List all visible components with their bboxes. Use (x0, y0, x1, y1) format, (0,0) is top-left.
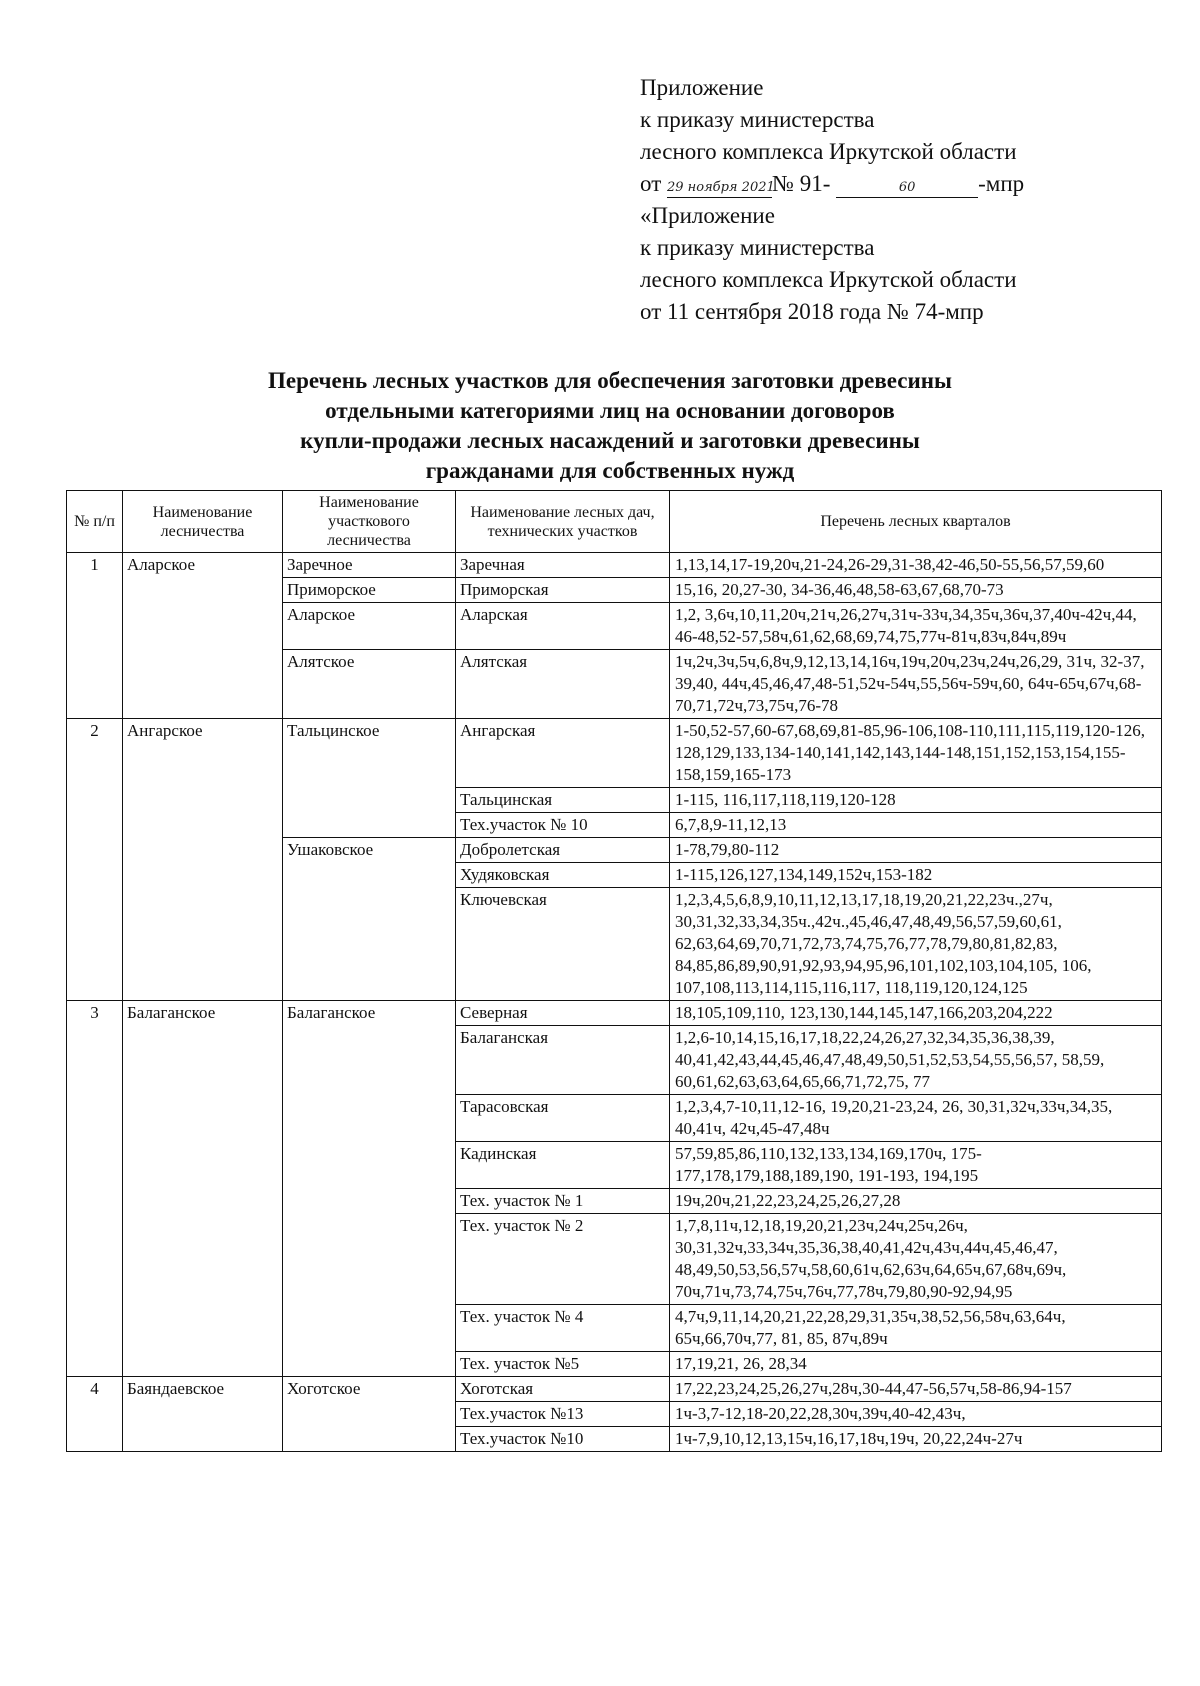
cell-quarters: 57,59,85,86,110,132,133,134,169,170ч, 175-177,178,179,188,189,190, 191-193, 194,195 (670, 1142, 1162, 1189)
cell-num: 4 (67, 1377, 123, 1452)
cell-dacha: Алятская (456, 650, 670, 719)
cell-forestry: Баяндаевское (123, 1377, 283, 1452)
cell-dacha: Заречная (456, 553, 670, 578)
table-row (67, 1001, 1162, 1026)
header-line: от 11 сентября 2018 года № 74-мпр (640, 299, 984, 324)
cell-quarters: 1ч,2ч,3ч,5ч,6,8ч,9,12,13,14,16ч,19ч,20ч,23ч,24ч,26,29, 31ч, 32-37, 39,40, 44ч,45,46,47,48-51,52ч-54ч,55,56ч-59ч,60, 64ч-65ч,67ч,68-70,71,72ч,73,75ч,76-78 (670, 650, 1162, 719)
cell-dacha: Худяковская (456, 863, 670, 888)
cell-dacha: Тех.участок №13 (456, 1402, 670, 1427)
table-row (67, 553, 1162, 578)
cell-quarters: 1,7,8,11ч,12,18,19,20,21,23ч,24ч,25ч,26ч, 30,31,32ч,33,34ч,35,36,38,40,41,42ч,43ч,44ч,45,46,47, 48,49,50,53,56,57ч,58,60,61ч,62,63ч,64,65ч,67,68ч,69ч, 70ч,71ч,73,74,75ч,76ч,77,78ч,79,80,90-92,94,95 (670, 1214, 1162, 1305)
cell-quarters: 1,2,3,4,7-10,11,12-16, 19,20,21-23,24, 26, 30,31,32ч,33ч,34,35, 40,41ч, 42ч,45-47,48ч (670, 1095, 1162, 1142)
cell-dacha: Северная (456, 1001, 670, 1026)
cell-dacha: Тех. участок № 2 (456, 1214, 670, 1305)
cell-quarters: 1,2,6-10,14,15,16,17,18,22,24,26,27,32,34,35,36,38,39, 40,41,42,43,44,45,46,47,48,49,50,51,52,53,54,55,56,57, 58,59, 60,61,62,63,63,64,65,66,71,72,75, 77 (670, 1026, 1162, 1095)
cell-quarters: 1ч-7,9,10,12,13,15ч,16,17,18ч,19ч, 20,22,24ч-27ч (670, 1427, 1162, 1452)
cell-forestry: Аларское (123, 553, 283, 719)
cell-quarters: 1-115, 116,117,118,119,120-128 (670, 788, 1162, 813)
table-row (67, 1377, 1162, 1402)
title-line: купли-продажи лесных насаждений и заготовки древесины (300, 428, 920, 453)
cell-district: Аларское (283, 603, 456, 650)
title-line: Перечень лесных участков для обеспечения заготовки древесины (268, 368, 952, 393)
forest-plots-table (66, 490, 1162, 1452)
cell-district: Алятское (283, 650, 456, 719)
header-order-prefix: от (640, 171, 662, 196)
cell-quarters: 17,19,21, 26, 28,34 (670, 1352, 1162, 1377)
cell-dacha: Балаганская (456, 1026, 670, 1095)
cell-quarters: 19ч,20ч,21,22,23,24,25,26,27,28 (670, 1189, 1162, 1214)
cell-dacha: Тех. участок № 1 (456, 1189, 670, 1214)
cell-quarters: 15,16, 20,27-30, 34-36,46,48,58-63,67,68,70-73 (670, 578, 1162, 603)
cell-quarters: 1,13,14,17-19,20ч,21-24,26-29,31-38,42-46,50-55,56,57,59,60 (670, 553, 1162, 578)
header-line: к приказу министерства (640, 107, 875, 132)
cell-num: 2 (67, 719, 123, 1001)
cell-dacha: Тех.участок № 10 (456, 813, 670, 838)
cell-district: Хоготское (283, 1377, 456, 1452)
cell-num: 3 (67, 1001, 123, 1377)
table-header-row (67, 491, 1162, 553)
cell-district: Приморское (283, 578, 456, 603)
table-row (67, 719, 1162, 788)
title-line: отдельными категориями лиц на основании договоров (325, 398, 895, 423)
cell-dacha: Тех. участок № 4 (456, 1305, 670, 1352)
cell-district: Балаганское (283, 1001, 456, 1377)
header-order-suffix: -мпр (978, 171, 1025, 196)
header-quarters: Перечень лесных кварталов (670, 491, 1162, 553)
header-line: «Приложение (640, 203, 775, 228)
cell-forestry: Балаганское (123, 1001, 283, 1377)
cell-quarters: 4,7ч,9,11,14,20,21,22,28,29,31,35ч,38,52,56,58ч,63,64ч, 65ч,66,70ч,77, 81, 85, 87ч,89ч (670, 1305, 1162, 1352)
cell-dacha: Тарасовская (456, 1095, 670, 1142)
header-order-number-prefix: № 91- (772, 171, 831, 196)
cell-dacha: Добролетская (456, 838, 670, 863)
header-forestry: Наименование лесничества (123, 491, 283, 553)
cell-quarters: 1,2,3,4,5,6,8,9,10,11,12,13,17,18,19,20,21,22,23ч.,27ч, 30,31,32,33,34,35ч.,42ч.,45,46,47,48,49,56,57,59,60,61, 62,63,64,69,70,71,72,73,74,75,76,77,78,79,80,81,82,83, 84,85,86,89,90,91,92,93,94,95,96,101,102,103,104,105, 106, 107,108,113,114,115,116,117, 118,119,120,124,125 (670, 888, 1162, 1001)
cell-quarters: 1,2, 3,6ч,10,11,20ч,21ч,26,27ч,31ч-33ч,34,35ч,36ч,37,40ч-42ч,44, 46-48,52-57,58ч,61,62,68,69,74,75,77ч-81ч,83ч,84ч,89ч (670, 603, 1162, 650)
header-line: лесного комплекса Иркутской области (640, 267, 1017, 292)
header-dacha: Наименование лесных дач, технических участков (456, 491, 670, 553)
cell-district: Тальцинское (283, 719, 456, 838)
header-line: к приказу министерства (640, 235, 875, 260)
cell-quarters: 6,7,8,9-11,12,13 (670, 813, 1162, 838)
header-num: № п/п (67, 491, 123, 553)
cell-dacha: Хоготская (456, 1377, 670, 1402)
cell-forestry: Ангарское (123, 719, 283, 1001)
cell-district: Заречное (283, 553, 456, 578)
cell-quarters: 1-115,126,127,134,149,152ч,153-182 (670, 863, 1162, 888)
header-line: Приложение (640, 75, 764, 100)
cell-dacha: Тех.участок №10 (456, 1427, 670, 1452)
title-line: гражданами для собственных нужд (425, 458, 795, 483)
header-order-line (640, 168, 1160, 200)
appendix-header (640, 72, 1160, 328)
cell-quarters: 1-50,52-57,60-67,68,69,81-85,96-106,108-110,111,115,119,120-126, 128,129,133,134-140,141,142,143,144-148,151,152,153,154,155-158,159,165-173 (670, 719, 1162, 788)
cell-dacha: Ключевская (456, 888, 670, 1001)
header-district: Наименование участкового лесничества (283, 491, 456, 553)
handwritten-date: 29 ноября 2021 (667, 179, 772, 198)
cell-quarters: 1ч-3,7-12,18-20,22,28,30ч,39ч,40-42,43ч, (670, 1402, 1162, 1427)
cell-dacha: Кадинская (456, 1142, 670, 1189)
cell-dacha: Приморская (456, 578, 670, 603)
cell-quarters: 17,22,23,24,25,26,27ч,28ч,30-44,47-56,57ч,58-86,94-157 (670, 1377, 1162, 1402)
cell-dacha: Ангарская (456, 719, 670, 788)
cell-quarters: 1-78,79,80-112 (670, 838, 1162, 863)
document-title (60, 366, 1160, 486)
cell-dacha: Тех. участок №5 (456, 1352, 670, 1377)
header-line: лесного комплекса Иркутской области (640, 139, 1017, 164)
handwritten-order-number: 60 (836, 179, 978, 198)
cell-num: 1 (67, 553, 123, 719)
cell-district: Ушаковское (283, 838, 456, 1001)
cell-quarters: 18,105,109,110, 123,130,144,145,147,166,203,204,222 (670, 1001, 1162, 1026)
cell-dacha: Тальцинская (456, 788, 670, 813)
cell-dacha: Аларская (456, 603, 670, 650)
